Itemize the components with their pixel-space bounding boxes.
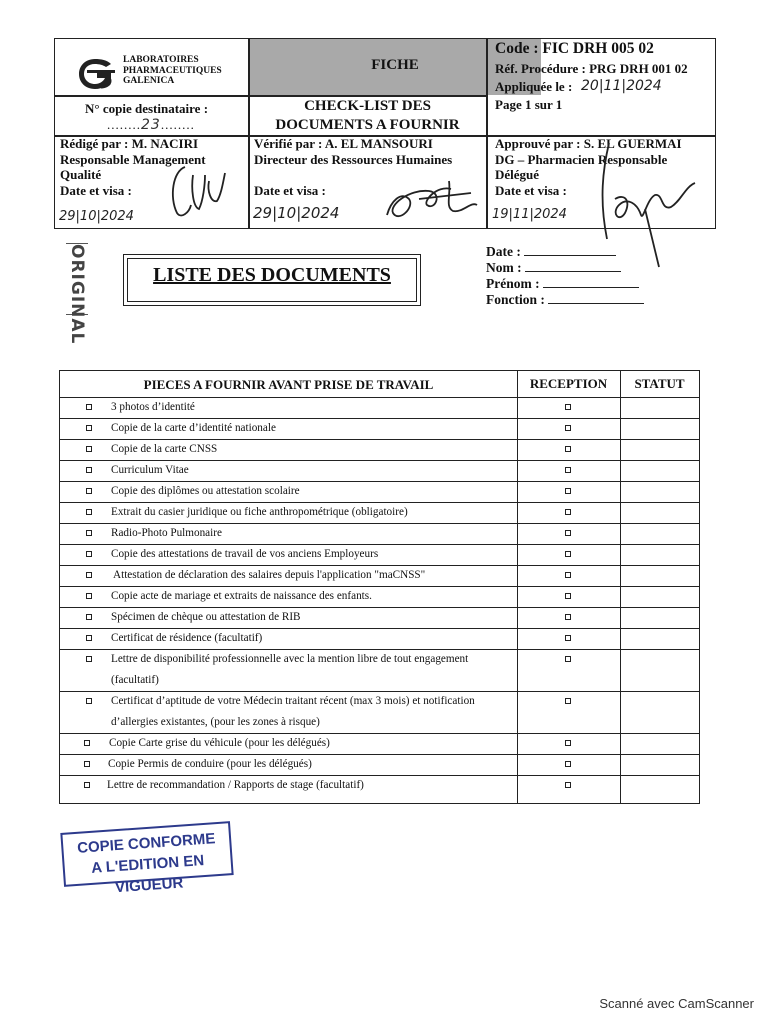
doc-code: Code : FIC DRH 005 02 <box>495 40 654 57</box>
verifie-block <box>254 136 452 167</box>
nom-field <box>486 260 644 276</box>
doc-title-line: CHECK-LIST DES <box>304 98 431 114</box>
item-label: Copie des diplômes ou attestation scolaire <box>111 485 300 497</box>
column-divider <box>517 371 518 803</box>
item-label: Copie Carte grise du véhicule (pour les délégués) <box>109 737 330 749</box>
item-label: Extrait du casier juridique ou fiche anthropométrique (obligatoire) <box>111 506 408 518</box>
reception-checkbox[interactable] <box>565 509 571 515</box>
date-blank[interactable] <box>524 244 616 256</box>
reception-checkbox[interactable] <box>565 404 571 410</box>
nom-label: Nom : <box>486 260 522 275</box>
item-label: Curriculum Vitae <box>111 464 189 476</box>
approuve-date: 19|11|2024 <box>492 207 567 222</box>
item-checkbox[interactable] <box>86 446 92 452</box>
approuve-role: DG – Pharmacien Responsable <box>495 151 668 167</box>
item-checkbox[interactable] <box>86 656 92 662</box>
redige-title: Rédigé par : M. NACIRI <box>60 136 199 151</box>
divider <box>486 39 488 228</box>
reception-checkbox[interactable] <box>565 593 571 599</box>
item-checkbox[interactable] <box>86 467 92 473</box>
item-label: Copie de la carte d’identité nationale <box>111 422 276 434</box>
header-reception: RECEPTION <box>529 376 608 391</box>
item-label: Radio-Photo Pulmonaire <box>111 527 222 539</box>
reception-checkbox[interactable] <box>565 740 571 746</box>
company-line: GALENICA <box>123 76 175 86</box>
verifie-role: Directeur des Ressources Humaines <box>254 151 453 167</box>
item-label: Copie acte de mariage et extraits de naissance des enfants. <box>111 590 372 602</box>
verifie-title: Vérifié par : A. EL MANSOURI <box>254 136 433 151</box>
item-checkbox[interactable] <box>86 572 92 578</box>
nom-blank[interactable] <box>525 260 621 272</box>
item-label: (facultatif) <box>111 674 159 686</box>
item-checkbox[interactable] <box>86 530 92 536</box>
ref-procedure: Réf. Procédure : PRG DRH 001 02 <box>495 61 688 76</box>
header-statut: STATUT <box>634 376 685 391</box>
item-checkbox[interactable] <box>86 593 92 599</box>
reception-checkbox[interactable] <box>565 656 571 662</box>
redige-role: Qualité <box>60 167 102 182</box>
item-checkbox[interactable] <box>86 614 92 620</box>
item-checkbox[interactable] <box>84 761 90 767</box>
item-label: Copie des attestations de travail de vos anciens Employeurs <box>111 548 379 560</box>
approuve-role: Délégué <box>495 167 540 182</box>
reception-checkbox[interactable] <box>565 614 571 620</box>
copie-number: ........23........ <box>107 117 195 133</box>
company-line: PHARMACEUTIQUES <box>123 65 222 76</box>
item-checkbox[interactable] <box>84 740 90 746</box>
item-checkbox[interactable] <box>86 551 92 557</box>
reception-checkbox[interactable] <box>565 698 571 704</box>
prenom-blank[interactable] <box>543 276 639 288</box>
item-label: 3 photos d’identité <box>111 401 195 413</box>
signature-mansouri-icon <box>379 171 483 227</box>
redige-role: Responsable Management <box>60 151 206 167</box>
item-label: Copie de la carte CNSS <box>111 443 218 455</box>
verifie-date-label: Date et visa : <box>254 183 326 198</box>
appliquee-date: 20|11|2024 <box>581 78 662 94</box>
reception-checkbox[interactable] <box>565 782 571 788</box>
doc-title-line: DOCUMENTS A FOURNIR <box>275 117 460 133</box>
reception-checkbox[interactable] <box>565 761 571 767</box>
fonction-blank[interactable] <box>548 292 644 304</box>
reception-checkbox[interactable] <box>565 530 571 536</box>
verifie-date: 29|10|2024 <box>253 204 340 222</box>
reception-checkbox[interactable] <box>565 572 571 578</box>
copie-conforme-stamp <box>60 821 233 897</box>
company-line: LABORATOIRES <box>123 55 199 65</box>
original-stamp: ORIGINAL <box>67 244 87 345</box>
item-label: Lettre de disponibilité professionnelle avec la mention libre de tout engagement <box>111 653 469 665</box>
company-name <box>123 55 222 87</box>
header-pieces: PIECES A FOURNIR AVANT PRISE DE TRAVAIL <box>143 377 434 392</box>
reception-checkbox[interactable] <box>565 446 571 452</box>
appliquee-label: Appliquée le : <box>495 79 573 94</box>
fonction-field <box>486 292 644 308</box>
item-checkbox[interactable] <box>86 425 92 431</box>
fonction-label: Fonction : <box>486 292 545 307</box>
item-label: Attestation de déclaration des salaires depuis l'application "maCNSS" <box>113 569 426 581</box>
item-label: Copie Permis de conduire (pour les délégués) <box>108 758 312 770</box>
redige-date: 29|10|2024 <box>59 209 134 224</box>
approuve-date-label: Date et visa : <box>495 182 567 198</box>
date-field <box>486 244 644 260</box>
reception-checkbox[interactable] <box>565 425 571 431</box>
page-number: Page 1 sur 1 <box>495 97 563 112</box>
date-label: Date : <box>486 244 521 259</box>
liste-title: LISTE DES DOCUMENTS <box>153 264 391 286</box>
stamp-line: COPIE CONFORME <box>76 830 216 857</box>
documents-table <box>59 370 700 804</box>
signature-naciri-icon <box>163 161 231 221</box>
item-label: Certificat de résidence (facultatif) <box>111 632 263 644</box>
copie-label: N° copie destinataire : <box>85 101 209 116</box>
item-checkbox[interactable] <box>86 635 92 641</box>
item-checkbox[interactable] <box>86 509 92 515</box>
liste-title-box <box>123 254 421 306</box>
approuve-title: Approuvé par : S. EL GUERMAI <box>495 136 682 151</box>
reception-checkbox[interactable] <box>565 467 571 473</box>
redige-date-label: Date et visa : <box>60 182 132 198</box>
galenica-logo-icon <box>77 58 117 90</box>
item-label: d’allergies existantes, (pour les zones à risque) <box>111 716 320 728</box>
item-checkbox[interactable] <box>84 782 90 788</box>
column-divider <box>620 371 621 803</box>
prenom-field <box>486 276 644 292</box>
item-label: Spécimen de chèque ou attestation de RIB <box>111 611 301 623</box>
header-table <box>54 38 716 229</box>
item-checkbox[interactable] <box>86 488 92 494</box>
item-label: Lettre de recommandation / Rapports de stage (facultatif) <box>107 779 364 791</box>
doc-title <box>249 97 486 135</box>
item-label: Certificat d’aptitude de votre Médecin traitant récent (max 3 mois) et notification <box>111 695 475 707</box>
camscanner-footer: Scanné avec CamScanner <box>599 996 754 1011</box>
reception-checkbox[interactable] <box>565 551 571 557</box>
reception-checkbox[interactable] <box>565 488 571 494</box>
prenom-label: Prénom : <box>486 276 540 291</box>
stamp-line: A L'EDITION EN VIGUEUR <box>90 852 205 897</box>
item-checkbox[interactable] <box>86 698 92 704</box>
item-checkbox[interactable] <box>86 404 92 410</box>
copie-value: 23 <box>141 117 161 133</box>
fiche-label: FICHE <box>371 57 419 73</box>
side-fields <box>486 244 644 308</box>
reception-checkbox[interactable] <box>565 635 571 641</box>
